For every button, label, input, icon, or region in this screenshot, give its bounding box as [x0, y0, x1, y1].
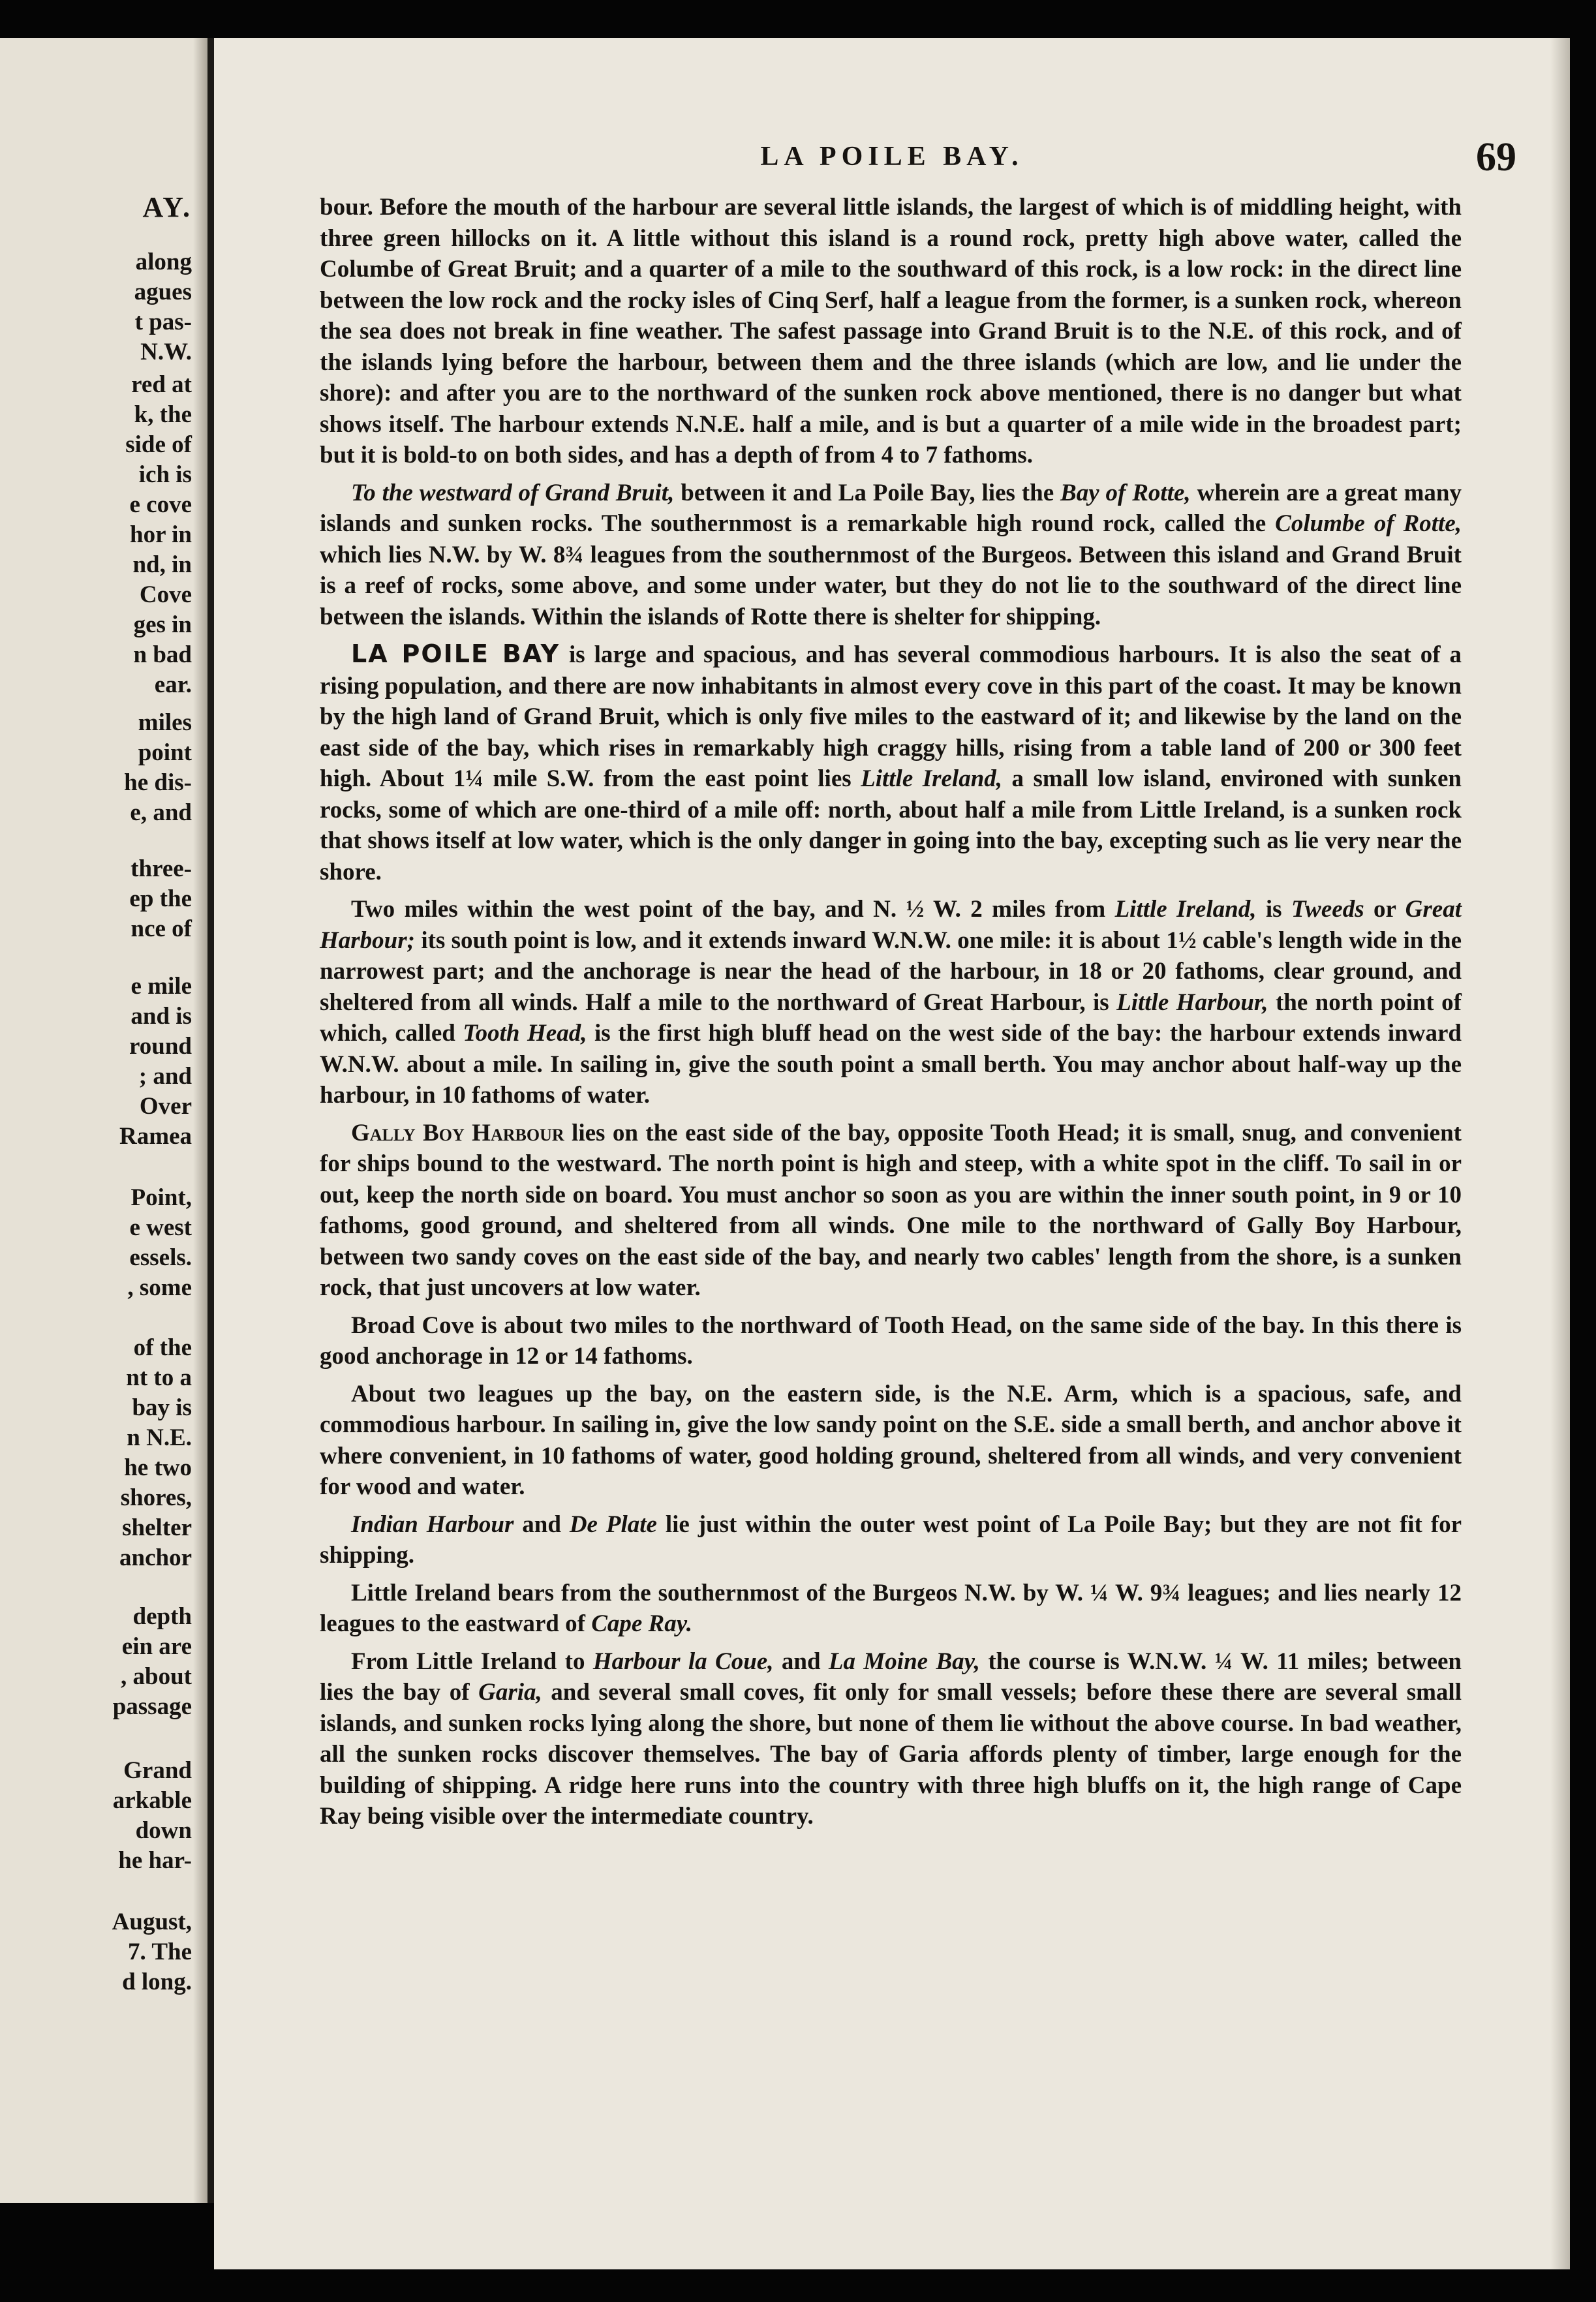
italic-place-name: Cape Ray.: [591, 1610, 693, 1637]
left-text-fragment: , about: [121, 1663, 192, 1690]
italic-place-name: Tooth Head,: [463, 1020, 587, 1047]
left-text-fragment: 7. The: [127, 1939, 192, 1965]
paragraph: [320, 1578, 1462, 1640]
left-text-fragment: he dis-: [124, 769, 192, 796]
paragraph: [320, 1646, 1462, 1832]
paragraph-text: From Little Ireland to: [351, 1648, 593, 1675]
right-page-edge: [1550, 38, 1570, 2269]
paragraph: [320, 478, 1462, 633]
italic-place-name: Little Ireland,: [861, 765, 1003, 792]
left-text-fragment: side of: [125, 431, 192, 458]
paragraph-text: and: [514, 1511, 570, 1538]
left-text-fragment: hor in: [130, 521, 192, 548]
paragraph-text: or: [1364, 896, 1405, 923]
left-text-fragment: three-: [130, 855, 192, 882]
small-caps-heading: Gally Boy Harbour: [351, 1119, 564, 1146]
left-text-fragment: along: [135, 249, 192, 275]
left-text-fragment: e mile: [130, 973, 192, 1000]
paragraph-text: is large and spacious, and has several commodious harbours. It is also the seat of a rising population, and there are now inhabitants in almost every cove in this part of the coast. It may be known by the high land of Grand Bruit, which is only five miles to the eastward of it; and likewise by the land on the east side of the bay, which rises in remarkably high craggy hills, rising from a table land of 200 or 300 feet high. About 1¼ mile S.W. from the east point lies: [320, 641, 1462, 792]
paragraph: [320, 639, 1462, 887]
left-text-fragment: nd, in: [132, 551, 192, 578]
left-text-fragment: ich is: [138, 461, 192, 488]
paragraph: [320, 1310, 1462, 1372]
paragraph-text: lie just within the outer west point of La Poile Bay; but they are not fit for shipping.: [320, 1511, 1462, 1569]
left-text-fragment: and is: [130, 1003, 192, 1030]
paragraph: [320, 1118, 1462, 1304]
left-text-fragment: Over: [139, 1093, 192, 1120]
left-text-fragment: miles: [138, 709, 192, 736]
left-text-fragment: ges in: [133, 611, 192, 638]
left-text-fragment: Cove: [139, 581, 192, 608]
paragraph-text: a small low island, environed with sunken rocks, some of which are one-third of a mile off: north, about half a mile from Little Ireland, is a sunken rock that shows itself at low water, which is the only danger in going into the bay, excepting such as lie very near the shore.: [320, 765, 1462, 885]
left-text-fragment: e, and: [130, 799, 192, 826]
left-text-fragment: n bad: [133, 641, 192, 668]
left-text-fragment: agues: [134, 279, 192, 305]
paragraph-text: which lies N.W. by W. 8¾ leagues from the southernmost of the Burgeos. Between this island and Grand Bruit is a reef of rocks, some above, and some under water, but they do not lie to the southward of the direct line between the islands. Within the islands of Rotte there is shelter for shipping.: [320, 541, 1462, 630]
paragraph: [320, 192, 1462, 471]
paragraph-text: bour. Before the mouth of the harbour are several little islands, the largest of which is of middling height, with three green hillocks on it. A little without this island is a round rock, pretty high above water, called the Columbe of Great Bruit; and a quarter of a mile to the southward of this rock, is a low rock: in the direct line between the low rock and the rocky isles of Cinq Serf, half a league from the former, is a sunken rock, whereon the sea does not break in fine weather. The safest passage into Grand Bruit is to the N.E. of this rock, and of the islands lying before the harbour, between them and the three islands (which are low, and lie under the shore): and after you are to the northward of the sunken rock above mentioned, there is no danger but what shows itself. The harbour extends N.N.E. half a mile, and is but a quarter of a mile wide in the broadest part; but it is bold-to on both sides, and has a depth of from 4 to 7 fathoms.: [320, 194, 1462, 468]
left-page-fold: [193, 38, 207, 2203]
left-text-fragment: down: [135, 1817, 192, 1844]
italic-place-name: Little Ireland,: [1114, 896, 1257, 923]
running-head: [214, 135, 1570, 183]
left-text-fragment: he har-: [118, 1847, 192, 1874]
left-text-fragment: t pas-: [134, 309, 192, 335]
left-text-fragment: shelter: [122, 1514, 192, 1541]
left-text-fragment: ear.: [154, 671, 192, 698]
paragraph-text: and: [773, 1648, 829, 1675]
paragraph: [320, 1379, 1462, 1503]
italic-place-name: Indian Harbour: [351, 1511, 514, 1538]
paragraph-text: is: [1256, 896, 1291, 923]
left-text-fragment: round: [129, 1033, 192, 1060]
left-text-fragment: essels.: [129, 1244, 192, 1271]
paragraph: [320, 1509, 1462, 1571]
paragraph-text: is the first high bluff head on the west side of the bay: the harbour extends inward W.N.W. about a mile. In sailing in, give the south point a small berth. You may anchor about half-way up the harbour, in 10 fathoms of water.: [320, 1020, 1462, 1109]
italic-place-name: La Moine Bay,: [828, 1648, 980, 1675]
left-text-fragment: arkable: [112, 1787, 192, 1814]
left-text-fragment: August,: [112, 1909, 192, 1935]
left-text-fragment: k, the: [134, 401, 192, 428]
left-text-fragment: point: [138, 739, 192, 766]
left-text-fragment: anchor: [119, 1544, 192, 1571]
italic-place-name: To the westward of Grand Bruit,: [351, 479, 675, 506]
running-title: LA POILE BAY.: [760, 142, 1024, 172]
left-text-fragment: of the: [133, 1334, 192, 1361]
left-text-fragment: Point,: [130, 1184, 192, 1211]
left-text-fragment: , some: [127, 1274, 192, 1301]
italic-place-name: Great Harbour;: [320, 896, 1462, 954]
paragraph-text: its south point is low, and it extends inward W.N.W. one mile: it is about 1½ cable's length wide in the narrowest part; and the anchorage is near the head of the harbour, in 18 or 20 fathoms, clear ground, and sheltered from all winds. Half a mile to the northward of Great Harbour, is: [320, 927, 1462, 1016]
italic-place-name: Harbour la Coue,: [592, 1648, 774, 1675]
left-text-fragment: passage: [112, 1693, 192, 1720]
paragraph-text: between it and La Poile Bay, lies the: [674, 479, 1061, 506]
paragraph-text: and several small coves, fit only for small vessels; before these there are several small islands, and sunken rocks lying along the shore, but none of them lie without the above course. In bad weather, all the sunken rocks discover themselves. The bay of Garia affords plenty of timber, large enough for the building of shipping. A ridge here runs into the country with three high bluffs on it, the high range of Cape Ray being visible over the intermediate country.: [320, 1679, 1462, 1830]
paragraph-text: Little Ireland bears from the southernmost of the Burgeos N.W. by W. ¼ W. 9¾ leagues; and lies nearly 12 leagues to the eastward of: [320, 1579, 1462, 1637]
left-text-fragment: nce of: [130, 915, 192, 942]
left-text-fragment: e cove: [129, 491, 192, 518]
paragraph-text: lies on the east side of the bay, opposite Tooth Head; it is small, snug, and convenient for ships bound to the westward. The north point is high and steep, with a white spot in the cliff. To sail in or out, keep the north side on board. You must anchor so soon as you are within the inner south point, in 9 or 10 fathoms, good ground, and sheltered from all winds. One mile to the northward of Gally Boy Harbour, between two sandy coves on the east side of the bay, and nearly two cables' length from the shore, is a sunken rock, that just uncovers at low water.: [320, 1119, 1462, 1301]
body-text: [320, 192, 1462, 1839]
book-gutter: [207, 38, 214, 2203]
left-text-fragment: e west: [129, 1214, 192, 1241]
left-text-fragment: ein are: [121, 1633, 192, 1660]
left-text-fragment: shores,: [120, 1484, 192, 1511]
left-text-fragment: Grand: [123, 1757, 192, 1784]
left-text-fragment: nt to a: [126, 1364, 192, 1391]
left-page-fragment: [0, 38, 207, 2203]
left-text-fragment: red at: [131, 371, 192, 398]
italic-place-name: Little Harbour,: [1116, 989, 1268, 1016]
paragraph: [320, 894, 1462, 1111]
italic-place-name: Garia,: [478, 1679, 542, 1706]
paragraph-text: About two leagues up the bay, on the eastern side, is the N.E. Arm, which is a spacious, safe, and commodious harbour. In sailing in, give the low sandy point on the S.E. side a small berth, and anchor above it where convenient, in 10 fathoms of water, good holding ground, sheltered from all winds, and very convenient for wood and water.: [320, 1380, 1462, 1500]
left-text-fragment: N.W.: [140, 339, 192, 365]
left-text-fragment: depth: [132, 1603, 192, 1630]
paragraph-text: Broad Cove is about two miles to the northward of Tooth Head, on the same side of the bay. In this there is good anchorage in 12 or 14 fathoms.: [320, 1312, 1462, 1370]
left-text-fragment: n N.E.: [127, 1424, 192, 1451]
left-text-fragment: d long.: [122, 1969, 192, 1995]
section-heading: LA POILE BAY: [351, 639, 560, 668]
left-text-fragment: he two: [124, 1454, 192, 1481]
italic-place-name: Tweeds: [1291, 896, 1364, 923]
italic-place-name: De Plate: [569, 1511, 657, 1538]
italic-place-name: Bay of Rotte,: [1060, 479, 1191, 506]
italic-place-name: Columbe of Rotte,: [1275, 510, 1462, 537]
left-running-title-fragment: AY.: [142, 191, 192, 223]
left-text-fragment: ; and: [138, 1063, 192, 1090]
left-text-fragment: Ramea: [119, 1123, 192, 1150]
left-text-fragment: bay is: [132, 1394, 192, 1421]
paragraph-text: wherein are a great many islands and sunken rocks. The southernmost is a remarkable high round rock, called the: [320, 479, 1462, 537]
paragraph-text: the north point of which, called: [320, 989, 1462, 1047]
paragraph-text: Two miles within the west point of the bay, and N. ½ W. 2 miles from: [351, 896, 1115, 923]
right-page: [214, 38, 1570, 2269]
left-text-fragment: ep the: [129, 885, 192, 912]
page-number: 69: [1476, 135, 1516, 179]
paragraph-text: the course is W.N.W. ¼ W. 11 miles; between lies the bay of: [320, 1648, 1462, 1706]
